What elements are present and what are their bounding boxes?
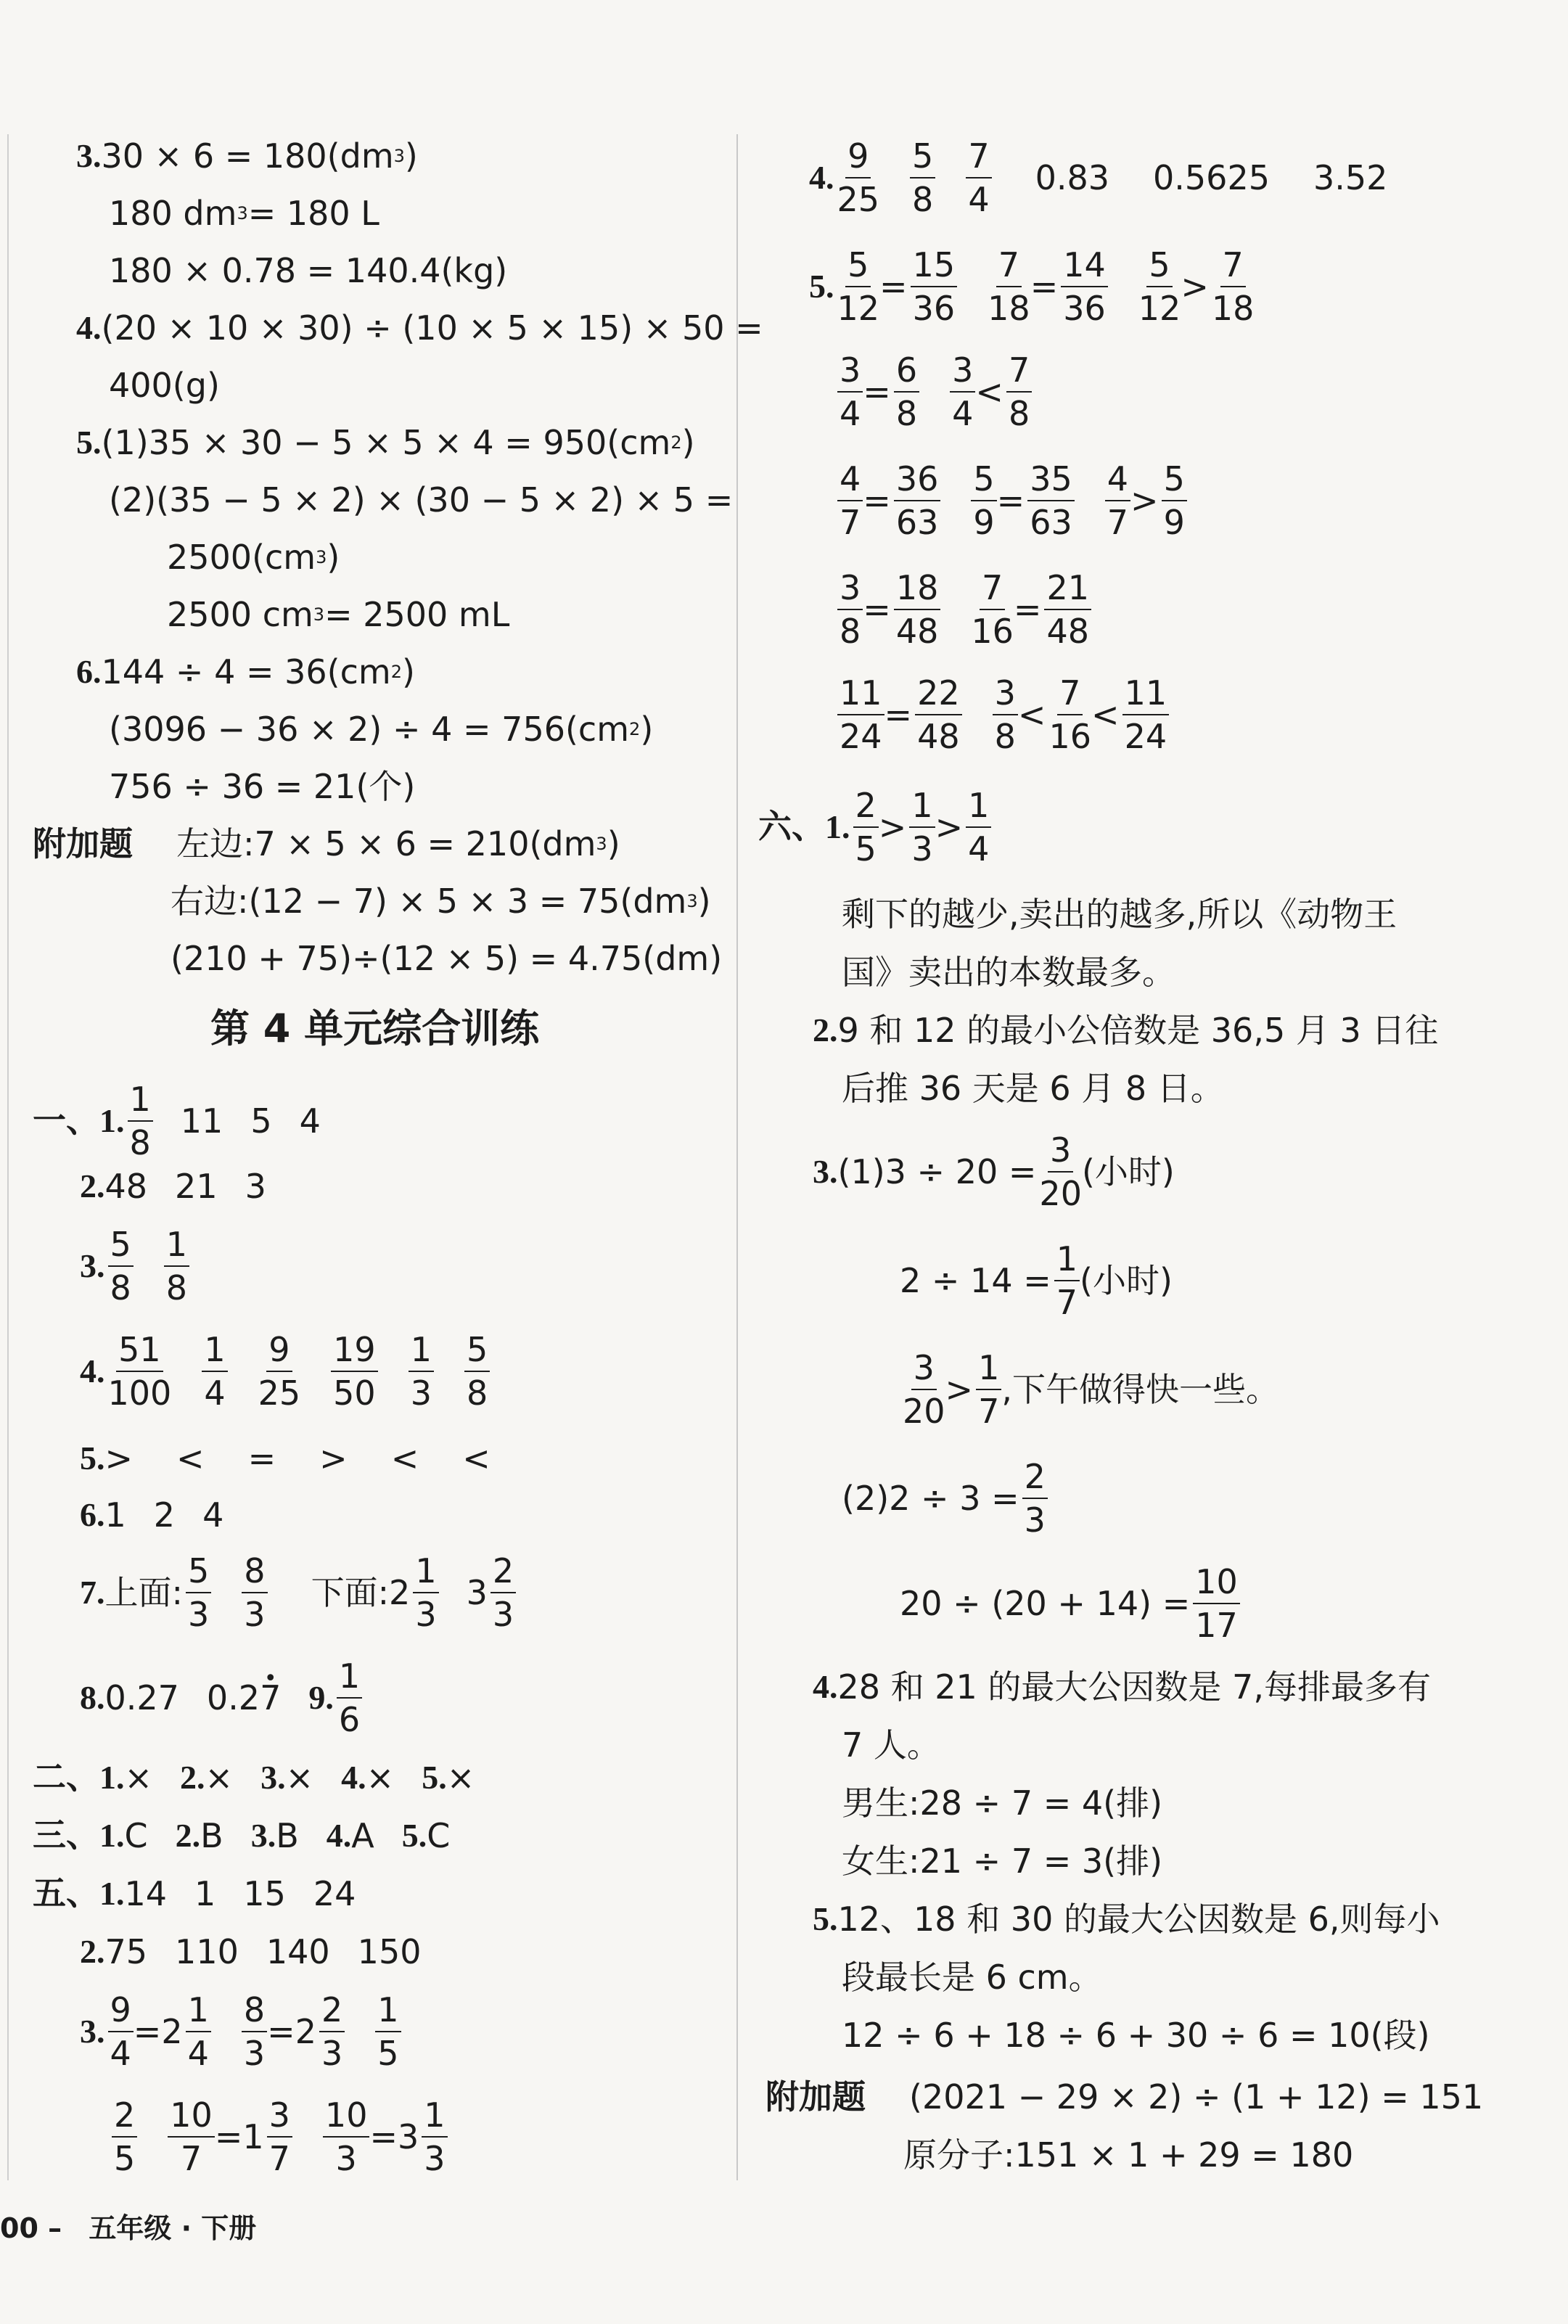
right-5d: $\frac{3}{8}$ = $\frac{18}{48}$ $\frac{7}{16}$ = $\frac{21}{48}$: [834, 570, 1091, 649]
section-title: 第 4 单元综合训练: [210, 1006, 540, 1051]
left-line-1: 3. 30 × 6 = 180(dm 3 ): [76, 134, 418, 178]
left-line-9: 2500 cm 3 = 2500 mL: [167, 595, 510, 634]
right-5e: $\frac{11}{24}$ = $\frac{22}{48}$ $\frac{3}{8}$ < $\frac{7}{16}$ < $\frac{11}{24}$: [834, 675, 1169, 755]
q5-3b: $\frac{2}{5}$ $\frac{10}{7}$ =1 $\frac{3}{7}$ $\frac{10}{3}$ =3 $\frac{1}{3}$: [109, 2097, 448, 2177]
right-4: 4. $\frac{9}{25}$ $\frac{5}{8}$ $\frac{7}{4}$ 0.83 0.5625 3.52: [809, 136, 1388, 219]
page-number: 00: [0, 2212, 38, 2244]
left-line-5: 400(g): [109, 366, 220, 405]
q1-5: 5. > < = > < <: [80, 1439, 490, 1478]
q1-1: 一、1. $\frac{1}{8}$ 11 5 4: [33, 1080, 321, 1162]
right-6-4b: 7 人。: [842, 1725, 940, 1765]
right-6-1-text1: 剩下的越少,卖出的越多,所以《动物王: [842, 895, 1397, 934]
right-6-5b: 段最长是 6 cm。: [842, 1958, 1102, 1997]
q1-4: 4. $\frac{51}{100}$ $\frac{1}{4}$ $\frac{9}{25}$ $\frac{19}{50}$ $\frac{1}{3}$ $\frac{5}{8}$: [80, 1331, 490, 1411]
right-6-3e: 20 ÷ (20 + 14) = $\frac{10}{17}$: [900, 1564, 1240, 1643]
page-footer: 00 – 五年级 · 下册: [0, 2212, 257, 2244]
left-line-7: (2)(35 − 5 × 2) × (30 − 5 × 2) × 5 =: [109, 480, 734, 520]
right-6-3d: (2)2 ÷ 3 = $\frac{2}{3}$: [842, 1458, 1048, 1538]
left-line-15: (210 + 75)÷(12 × 5) = 4.75(dm): [171, 939, 723, 978]
q1-6: 6. 1 2 4: [80, 1495, 224, 1535]
right-5c: $\frac{4}{7}$ = $\frac{36}{63}$ $\frac{5}{9}$ = $\frac{35}{63}$ $\frac{4}{7}$ > $\frac{5}{9}$: [834, 461, 1187, 541]
right-5a: 5. $\frac{5}{12}$ = $\frac{15}{36}$ $\frac{7}{18}$ = $\frac{14}{36}$ $\frac{5}{12}$ > $\frac{7}{18}$: [809, 245, 1255, 328]
left-line-14: 右边:(12 − 7) × 5 × 3 = 75(dm 3 ): [171, 882, 711, 921]
left-line-12: 756 ÷ 36 = 21(个): [109, 767, 416, 806]
q1-3: 3. $\frac{5}{8}$ $\frac{1}{8}$: [80, 1226, 189, 1306]
right-6-3a: 3. (1)3 ÷ 20 = $\frac{3}{20}$ (小时): [813, 1130, 1175, 1213]
q1-2: 2. 48 21 3: [80, 1167, 266, 1206]
question-number: 3.: [76, 137, 102, 174]
left-line-10: 6. 144 ÷ 4 = 36(cm 2 ): [76, 652, 415, 691]
q5-2: 2. 75 110 140 150: [80, 1932, 422, 1971]
q5-1: 五、1. 14 1 15 24: [33, 1874, 356, 1913]
grade-label: 五年级 · 下册: [89, 2212, 257, 2244]
left-line-2: 180 dm 3 = 180 L: [109, 194, 379, 233]
right-6-1-text2: 国》卖出的本数最多。: [842, 953, 1175, 992]
fraction: $\frac{1}{8}$: [128, 1083, 153, 1159]
left-line-4: 4. (20 × 10 × 30) ÷ (10 × 5 × 15) × 50 =: [76, 308, 763, 348]
q1-7: 7. 上面: $\frac{5}{3}$ $\frac{8}{3}$ 下面:2 $\frac{1}{3}$ 3 $\frac{2}{3}$: [80, 1553, 516, 1633]
right-6-5c: 12 ÷ 6 + 18 ÷ 6 + 30 ÷ 6 = 10(段): [842, 2016, 1430, 2055]
right-6-4a: 4. 28 和 21 的最大公因数是 7,每排最多有: [813, 1667, 1431, 1707]
right-6-4c: 男生:28 ÷ 7 = 4(排): [842, 1783, 1163, 1823]
left-line-3: 180 × 0.78 = 140.4(kg): [109, 251, 508, 290]
q1-8: 8. 0.27 0.2 • 7 9. $\frac{1}{6}$: [80, 1658, 362, 1738]
right-6-3b: 2 ÷ 14 = $\frac{1}{7}$ (小时): [900, 1239, 1173, 1322]
left-line-13: 附加题 左边:7 × 5 × 6 = 210(dm 3 ): [33, 824, 620, 863]
column-divider: [736, 134, 738, 2180]
right-6-1: 六、1. $\frac{2}{5}$ > $\frac{1}{3}$ > $\frac{1}{4}$: [758, 787, 991, 867]
q5-3a: 3. $\frac{9}{4}$ =2 $\frac{1}{4}$ $\frac{8}{3}$ =2 $\frac{2}{3}$ $\frac{1}{5}$: [80, 1992, 401, 2072]
right-extra-a: 附加题 (2021 − 29 × 2) ÷ (1 + 12) = 151: [765, 2077, 1484, 2116]
left-line-8: 2500(cm 3 ): [167, 538, 340, 577]
left-line-6: 5. (1)35 × 30 − 5 × 5 × 4 = 950(cm 2 ): [76, 423, 695, 462]
q2: 二、1. × 2. × 3. × 4. × 5. ×: [33, 1758, 475, 1797]
right-6-4d: 女生:21 ÷ 7 = 3(排): [842, 1841, 1163, 1881]
right-6-2b: 后推 36 天是 6 月 8 日。: [842, 1069, 1224, 1108]
right-6-5a: 5. 12、18 和 30 的最大公因数是 6,则每小: [813, 1900, 1440, 1939]
left-line-11: (3096 − 36 × 2) ÷ 4 = 756(cm 2 ): [109, 710, 654, 749]
right-6-3c: $\frac{3}{20}$ > $\frac{1}{7}$ ,下午做得快一些。: [903, 1348, 1279, 1431]
repeating-decimal-dot: • 7: [260, 1676, 281, 1720]
right-5b: $\frac{3}{4}$ = $\frac{6}{8}$ $\frac{3}{4}$ < $\frac{7}{8}$: [834, 352, 1032, 432]
right-6-2a: 2. 9 和 12 的最小公倍数是 36,5 月 3 日往: [813, 1011, 1439, 1050]
q3: 三、1. C 2. B 3. B 4. A 5. C: [33, 1816, 451, 1855]
right-extra-b: 原分子:151 × 1 + 29 = 180: [903, 2135, 1354, 2175]
left-margin-line: [7, 134, 9, 2180]
